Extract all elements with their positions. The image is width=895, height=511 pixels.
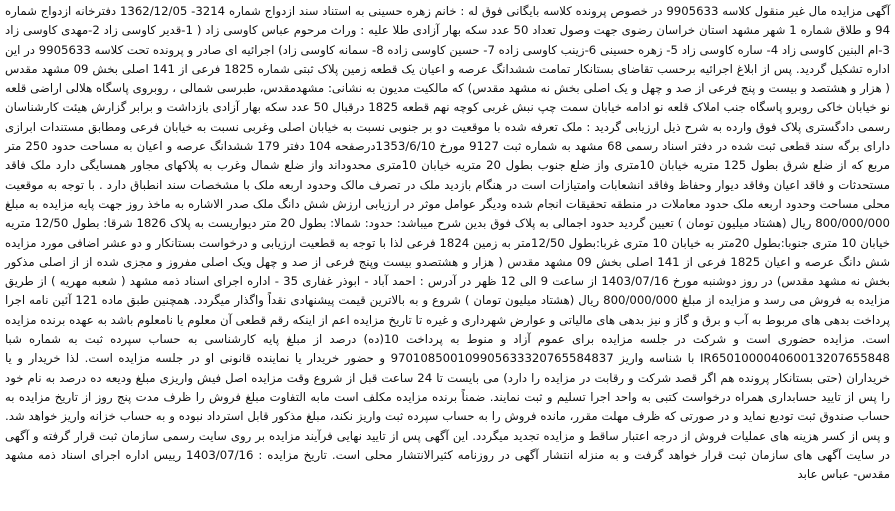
- auction-notice-text: آگهی مزایده مال غیر منقول کلاسه 9905633 در خصوص پرونده کلاسه بایگانی فوق له : خانم زهره حسینی به استناد سند ازدواج شماره 3214- 1362/12/05 دفترخانه ازدواج شماره 94 و طلاق شماره 1 شهر مشهد استان خراسان رضوی جهت وصول تعداد 50 عدد سکه بهار آزادی طلا علیه : وراث مرحوم عباس کاوسی زاد ( 1-قدیر کاوسی زاد 2-مهدی کاوسی زاد 3-ام البنین کاوسی زاد 4- ساره کاوسی زاد 5- زهره حسینی 6-زینب کاوسی زاده 7- حسین کاوسی زاده 8- سمانه کاوسی زاد) اجرائیه ای صادر و پرونده تحت کلاسه 9905633 در این اداره تشکیل گردید. پس از ابلاغ اجرائیه برحسب تقاضای بستانکار تمامت ششدانگ عرصه و اعیان یک قطعه زمین پلاک ثبتی شماره 1825 فرعی از 141 اصلی بخش 09 مشهد مقدس ( هزار و هشتصد و بیست و پنج فرعی از صد و چهل و یک اصلی بخش نه مشهد مقدس) که مالکیت مدیون به نشانی: مشهدمقدس، طبرسی شمالی ، روبروی پاسگاه هلالی اراضی قلعه نو خیابان خاکی روبرو پاسگاه جنب املاک قلعه نو ادامه خیابان سمت چپ نبش غربی کوچه نهم قطعه 1825 درقبال 50 عدد سکه بهار آزادی بازداشت و برابر گزارش هیئت کارشناسان رسمی دادگستری پلاک فوق وارده به شرح ذیل ارزیابی گردید : ملک تعرفه شده با موقعیت دو بر جنوبی نسبت به خیابان اصلی وغربی نسبت به خیابان فرعی ومطابق مستندات ابرازی دارای برگه سند قطعی ثبت شده در دفتر اسناد رسمی 68 مشهد به شماره ثبت 9127 مورخ 1353/6/10درصفحه 104 دفتر 179 ششدانگ عرصه و اعیان به مساحت حدود 250 متر مربع که از ضلع شرق بطول 125 متریه خیابان 10متری واز ضلع جنوب بطول 20 متریه خیابان 10متری محدوداند واز ضلع شمال وغرب به پلاکهای مجاور همسایگی دارد ملک فاقد مستحدثات و فاقد اعیان وفاقد دیوار وحفاظ وفاقد انشعابات وامتیازات است در هنگام بازدید ملک در تصرف مالک وحدود اربعه ملک با مشخصات سند انطباق دارد . با توجه به موقعیت محلی مساحت وحدود اربعه ملک حدود معاملات در منطقه تحقیقات انجام شده ودیگر عوامل موثر در ارزیابی ارزش شش دانگ ملک صدر الاشاره به ماخذ روز جهت پایه مزایده به مبلغ 800/000/000 ریال (هشتاد میلیون تومان ) تعیین گردید حدود اجمالی به پلاک فوق بدین شرح میباشد: حدود: شمالا: بطول 20 متر دیواریست به پلاک 1826 شرقا: بطول 12/50 متریه خیابان 10 متری جنوبا:بطول 20متر به خیابان 10 متری غربا:بطول 12/50متر به زمین 1824 فرعی لذا با توجه به قطعیت ارزیابی و درخواست بستانکار و دو عشر اضافی مورد مزایده شش دانگ عرصه و اعیان 1825 فرعی از 141 اصلی بخش 09 مشهد مقدس ( هزار و هشتصدو بیست وپنج فرعی از صد و چهل ویک اصلی مفروز و مجزی شده از از اصلی مذکور بخش نه مشهد مقدس) در روز دوشنبه مورخ 1403/07/16 از ساعت 9 الی 12 ظهر در آدرس : احمد آباد - ابوذر غفاری 35 - اداره اجرای اسناد ذمه مشهد ( شعبه مهریه ) از طریق مزایده به فروش می رسد و مزایده از مبلغ 800/000/000 ریال (هشتاد میلیون تومان ) شروع و به بالاترین قیمت پیشنهادی نقداً واگذار میگردد. همچنین طبق ماده 121 آئین نامه اجرا پرداخت بدهی های مربوط به آب و برق و گاز و نیز بدهی های مالیاتی و عوارض شهرداری و غیره تا تاریخ مزایده اعم از اینکه رقم قطعی آن معلوم یا نامعلوم باشد به عهده برنده مزایده است. مزایده حضوری است و شرکت در جلسه مزایده برای عموم آزاد و منوط به پرداخت 10(ده) درصد از مبلغ پایه کارشناسی به حساب سپرده ثبت به شماره شبا IR650100004060013207655848 با شناسه واریز 970108500109905633320765584837 و حضور خریدار یا نماینده قانونی او در جلسه مزایده است. لذا خریدار و یا خریداران (حتی بستانکار پرونده هم اگر قصد شرکت و رقابت در مزایده را دارد) می بایست تا 24 ساعت قبل از شروع وقت مزایده اصل فیش واریزی مبلغ ودیعه ده درصد به نام خود را پس از تایید حسابداری همراه درخواست کتبی به واحد اجرا تسلیم و ثبت نمایند. ضمناً برنده مزایده مکلف است مابه التفاوت مبلغ فروش را ظرف مدت پنج روز از تاریخ مزایده به حساب صندوق ثبت تودیع نماید و در صورتی که ظرف مهلت مقرر، مانده فروش را به حساب سپرده ثبت واریز نکند، مبلغ مذکور قابل استرداد نبوده و به حساب خزانه واریز خواهد شد. و پس از کسر هزینه های عملیات فروش از درجه اعتبار ساقط و مزایده تجدید میگردد. این آگهی پس از تایید نهایی فرآیند مزایده بر روی سایت رسمی سازمان ثبت قرار گرفته و آگهی در سایت آگهی های سازمان ثبت قرار خواهد گرفت و به منزله انتشار آگهی در روزنامه کثیرالانتشار محلی است. تاریخ مزایده : 1403/07/16 رییس اداره اجرای اسناد ذمه مشهد مقدس- عباس عابد: [5, 4, 891, 482]
